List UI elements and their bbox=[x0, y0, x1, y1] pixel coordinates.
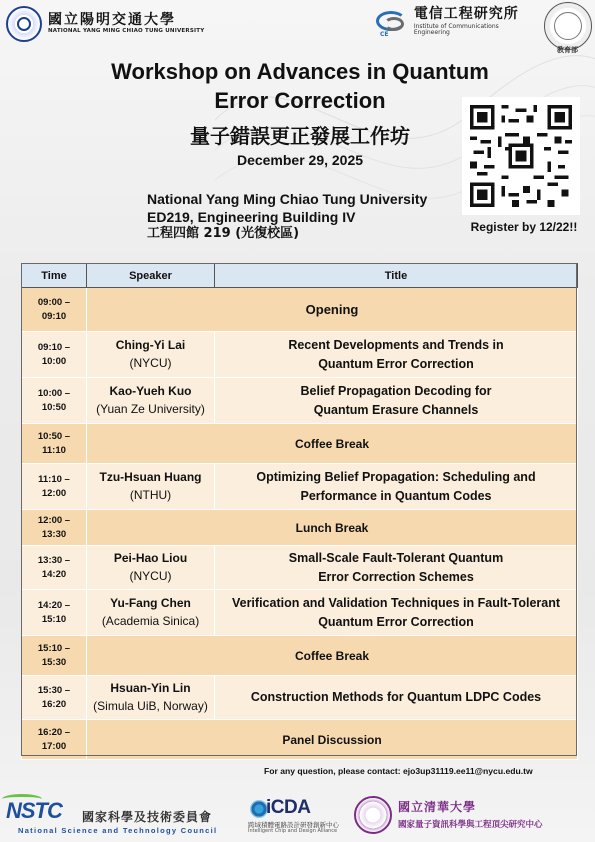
nstc-name-en: National Science and Technology Council bbox=[18, 826, 218, 835]
table-row bbox=[22, 676, 578, 720]
table-row bbox=[22, 424, 578, 464]
talk-title: Belief Propagation Decoding for Quantum Erasure Channels bbox=[215, 378, 578, 424]
speaker-affiliation: (NTHU) bbox=[129, 487, 172, 502]
table-row bbox=[22, 510, 578, 546]
ice-name-cn: 電信工程研究所 bbox=[413, 6, 519, 23]
table-row bbox=[22, 636, 578, 676]
session-time: 11:10 – 12:00 bbox=[22, 464, 87, 510]
event-title-line1: Workshop on Advances in Quantum bbox=[111, 59, 489, 84]
ice-name-en: Institute of Communications Engineering bbox=[413, 23, 499, 37]
qr-code-icon bbox=[470, 105, 572, 207]
icda-wordmark: iCDA bbox=[266, 797, 311, 818]
table-row bbox=[22, 720, 578, 760]
ice-logo bbox=[374, 6, 536, 38]
icda-name-cn: 跨域積體電路設計研發創新中心 bbox=[248, 821, 339, 829]
speaker-cell bbox=[87, 676, 215, 720]
talk-title: Optimizing Belief Propagation: Scheduling and Performance in Quantum Codes bbox=[215, 464, 578, 510]
nthu-name-cn: 國立清華大學 bbox=[398, 800, 477, 814]
table-row bbox=[22, 288, 578, 332]
speaker-cell bbox=[87, 332, 215, 378]
speaker-name: Hsuan-Yin Lin bbox=[110, 681, 191, 696]
venue-line2: ED219, Engineering Building IV bbox=[147, 209, 356, 226]
session-time: 15:10 – 15:30 bbox=[22, 636, 87, 676]
contact-info: For any question, please contact: ejo3up31119.ee11@nycu.edu.tw bbox=[264, 766, 533, 776]
session-time: 16:20 – 17:00 bbox=[22, 720, 87, 760]
moe-seal-icon bbox=[544, 2, 592, 54]
speaker-name: Pei-Hao Liou bbox=[113, 551, 188, 566]
session-time: 14:20 – 15:10 bbox=[22, 590, 87, 636]
registration-qr-code[interactable] bbox=[462, 97, 580, 215]
nstc-name-cn: 國家科學及技術委員會 bbox=[82, 810, 213, 824]
event-venue bbox=[147, 190, 427, 243]
speaker-cell bbox=[87, 464, 215, 510]
talk-title: Small-Scale Fault-Tolerant Quantum Error Correction Schemes bbox=[215, 546, 578, 590]
nthu-center-name-cn: 國家量子資訊科學與工程頂尖研究中心 bbox=[398, 820, 543, 830]
ice-wave-icon bbox=[374, 9, 410, 38]
schedule-table bbox=[21, 263, 578, 760]
speaker-affiliation: (NYCU) bbox=[129, 568, 172, 583]
break-label: Panel Discussion bbox=[87, 720, 578, 760]
speaker-name: Tzu-Hsuan Huang bbox=[99, 470, 202, 485]
session-time: 09:00 – 09:10 bbox=[22, 288, 87, 332]
speaker-name: Yu-Fang Chen bbox=[110, 596, 191, 611]
speaker-cell bbox=[87, 546, 215, 590]
table-row bbox=[22, 546, 578, 590]
event-date: December 29, 2025 bbox=[236, 152, 364, 168]
ice-mark: CE bbox=[380, 31, 389, 38]
speaker-affiliation: (Yuan Ze University) bbox=[96, 401, 205, 416]
session-time: 09:10 – 10:00 bbox=[22, 332, 87, 378]
table-row bbox=[22, 464, 578, 510]
speaker-name: Kao-Yueh Kuo bbox=[109, 384, 192, 399]
nstc-mark-icon: NSTC bbox=[6, 798, 62, 824]
footer-sponsors bbox=[0, 786, 595, 842]
venue-line3: 工程四館 219 (光復校區) bbox=[147, 226, 300, 242]
session-time: 12:00 – 13:30 bbox=[22, 510, 87, 546]
table-row bbox=[22, 378, 578, 424]
nycu-name-cn: 國立陽明交通大學 bbox=[48, 11, 176, 28]
break-label: Opening bbox=[87, 288, 578, 332]
talk-title: Verification and Validation Techniques in Fault-Tolerant Quantum Error Correction bbox=[215, 590, 578, 636]
speaker-cell bbox=[87, 590, 215, 636]
nthu-seal-icon bbox=[354, 796, 392, 834]
nycu-logo bbox=[6, 4, 226, 44]
moe-name-cn: 教育部 bbox=[557, 46, 578, 54]
event-title-cn: 量子錯誤更正發展工作坊 bbox=[190, 124, 410, 148]
break-label: Lunch Break bbox=[87, 510, 578, 546]
talk-title: Recent Developments and Trends in Quantum Error Correction bbox=[215, 332, 578, 378]
column-header-title: Title bbox=[215, 264, 578, 288]
speaker-cell bbox=[87, 378, 215, 424]
table-row bbox=[22, 332, 578, 378]
talk-title: Construction Methods for Quantum LDPC Codes bbox=[215, 676, 578, 720]
session-time: 10:00 – 10:50 bbox=[22, 378, 87, 424]
event-title-line2: Error Correction bbox=[214, 88, 386, 114]
session-time: 10:50 – 11:10 bbox=[22, 424, 87, 464]
speaker-affiliation: (NYCU) bbox=[129, 355, 172, 370]
table-header-row bbox=[22, 264, 578, 288]
column-header-speaker: Speaker bbox=[87, 264, 215, 288]
nycu-seal-icon bbox=[6, 6, 42, 42]
icda-logo bbox=[246, 796, 346, 836]
nstc-logo bbox=[2, 798, 220, 838]
speaker-affiliation: (Simula UiB, Norway) bbox=[93, 698, 208, 713]
icda-name-en: Intelligent Chip and Design Alliance bbox=[248, 828, 338, 834]
nthu-logo bbox=[350, 794, 590, 838]
session-time: 15:30 – 16:20 bbox=[22, 676, 87, 720]
session-time: 13:30 – 14:20 bbox=[22, 546, 87, 590]
break-label: Coffee Break bbox=[87, 636, 578, 676]
table-row bbox=[22, 590, 578, 636]
speaker-affiliation: (Academia Sinica) bbox=[101, 613, 200, 628]
speaker-name: Ching-Yi Lai bbox=[115, 338, 186, 353]
register-deadline: Register by 12/22!! bbox=[470, 220, 578, 234]
break-label: Coffee Break bbox=[87, 424, 578, 464]
venue-line1: National Yang Ming Chiao Tung University bbox=[147, 191, 428, 207]
column-header-time: Time bbox=[22, 264, 87, 288]
nycu-name-en: NATIONAL YANG MING CHIAO TUNG UNIVERSITY bbox=[48, 28, 205, 35]
